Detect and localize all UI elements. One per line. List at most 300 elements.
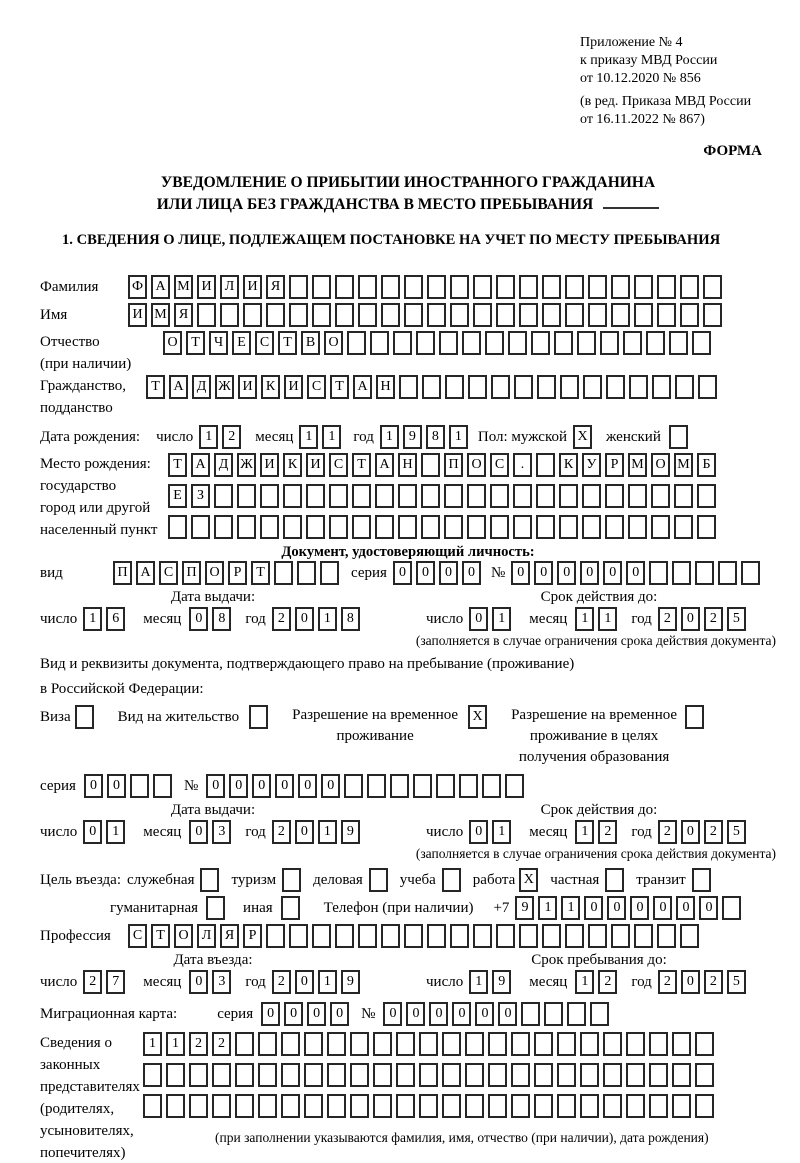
char-cell[interactable] xyxy=(651,484,670,508)
char-cell[interactable] xyxy=(536,453,555,477)
char-cell[interactable]: К xyxy=(261,375,280,399)
char-cell[interactable]: 0 xyxy=(84,774,103,798)
char-cell[interactable]: С xyxy=(159,561,178,585)
char-cell[interactable]: 1 xyxy=(561,896,580,920)
char-cell[interactable] xyxy=(358,303,377,327)
char-cell[interactable] xyxy=(396,1063,415,1087)
char-cell[interactable]: 8 xyxy=(341,607,360,631)
char-cell[interactable] xyxy=(580,1063,599,1087)
char-cell[interactable] xyxy=(680,303,699,327)
char-cell[interactable] xyxy=(442,1032,461,1056)
char-cell[interactable]: Ж xyxy=(215,375,234,399)
char-cell[interactable]: 0 xyxy=(284,1002,303,1026)
char-cell[interactable] xyxy=(358,924,377,948)
char-cell[interactable]: 0 xyxy=(83,820,102,844)
char-cell[interactable] xyxy=(611,924,630,948)
char-cell[interactable]: С xyxy=(128,924,147,948)
char-cell[interactable] xyxy=(634,303,653,327)
char-cell[interactable] xyxy=(652,375,671,399)
char-cell[interactable] xyxy=(511,1032,530,1056)
char-cell[interactable] xyxy=(465,1094,484,1118)
char-cell[interactable] xyxy=(718,561,737,585)
char-cell[interactable] xyxy=(565,275,584,299)
char-cell[interactable]: 7 xyxy=(106,970,125,994)
char-cell[interactable]: 0 xyxy=(630,896,649,920)
char-cell[interactable] xyxy=(200,868,219,892)
char-cell[interactable]: Т xyxy=(330,375,349,399)
char-cell[interactable] xyxy=(692,868,711,892)
char-cell[interactable] xyxy=(413,774,432,798)
char-cell[interactable]: Р xyxy=(605,453,624,477)
char-cell[interactable] xyxy=(416,331,435,355)
char-cell[interactable] xyxy=(266,303,285,327)
char-cell[interactable] xyxy=(260,515,279,539)
char-cell[interactable]: 0 xyxy=(681,970,700,994)
char-cell[interactable] xyxy=(605,484,624,508)
char-cell[interactable]: 0 xyxy=(699,896,718,920)
char-cell[interactable]: 8 xyxy=(426,425,445,449)
char-cell[interactable] xyxy=(390,774,409,798)
char-cell[interactable]: 2 xyxy=(658,970,677,994)
char-cell[interactable]: 0 xyxy=(534,561,553,585)
char-cell[interactable]: 1 xyxy=(83,607,102,631)
char-cell[interactable]: 0 xyxy=(462,561,481,585)
char-cell[interactable]: 2 xyxy=(704,820,723,844)
char-cell[interactable] xyxy=(496,924,515,948)
char-cell[interactable] xyxy=(258,1032,277,1056)
char-cell[interactable]: Ч xyxy=(209,331,228,355)
char-cell[interactable] xyxy=(674,515,693,539)
char-cell[interactable]: X xyxy=(468,705,487,729)
char-cell[interactable] xyxy=(444,515,463,539)
char-cell[interactable] xyxy=(281,1063,300,1087)
char-cell[interactable] xyxy=(465,1032,484,1056)
char-cell[interactable] xyxy=(306,484,325,508)
char-cell[interactable] xyxy=(153,774,172,798)
char-cell[interactable]: 0 xyxy=(676,896,695,920)
char-cell[interactable] xyxy=(235,1063,254,1087)
char-cell[interactable] xyxy=(722,896,741,920)
char-cell[interactable] xyxy=(243,303,262,327)
char-cell[interactable] xyxy=(344,774,363,798)
char-cell[interactable]: О xyxy=(467,453,486,477)
char-cell[interactable]: 1 xyxy=(469,970,488,994)
char-cell[interactable]: 0 xyxy=(469,607,488,631)
char-cell[interactable] xyxy=(166,1063,185,1087)
char-cell[interactable] xyxy=(282,868,301,892)
char-cell[interactable]: 0 xyxy=(603,561,622,585)
char-cell[interactable] xyxy=(488,1094,507,1118)
char-cell[interactable] xyxy=(381,924,400,948)
char-cell[interactable] xyxy=(544,1002,563,1026)
char-cell[interactable] xyxy=(496,275,515,299)
char-cell[interactable] xyxy=(695,1032,714,1056)
char-cell[interactable] xyxy=(590,1002,609,1026)
char-cell[interactable]: Т xyxy=(251,561,270,585)
char-cell[interactable]: 0 xyxy=(452,1002,471,1026)
char-cell[interactable]: В xyxy=(301,331,320,355)
char-cell[interactable]: Я xyxy=(174,303,193,327)
char-cell[interactable]: 0 xyxy=(469,820,488,844)
char-cell[interactable] xyxy=(626,1094,645,1118)
char-cell[interactable] xyxy=(583,375,602,399)
char-cell[interactable] xyxy=(473,924,492,948)
char-cell[interactable]: 9 xyxy=(515,896,534,920)
char-cell[interactable]: Д xyxy=(192,375,211,399)
char-cell[interactable]: 0 xyxy=(261,1002,280,1026)
char-cell[interactable] xyxy=(695,1063,714,1087)
char-cell[interactable] xyxy=(695,1094,714,1118)
char-cell[interactable] xyxy=(373,1063,392,1087)
char-cell[interactable] xyxy=(320,561,339,585)
char-cell[interactable]: Д xyxy=(214,453,233,477)
char-cell[interactable] xyxy=(491,375,510,399)
char-cell[interactable] xyxy=(582,515,601,539)
char-cell[interactable]: 1 xyxy=(575,820,594,844)
char-cell[interactable] xyxy=(606,375,625,399)
char-cell[interactable] xyxy=(628,484,647,508)
char-cell[interactable]: М xyxy=(151,303,170,327)
char-cell[interactable] xyxy=(536,484,555,508)
char-cell[interactable]: Т xyxy=(186,331,205,355)
char-cell[interactable] xyxy=(588,924,607,948)
char-cell[interactable]: 0 xyxy=(321,774,340,798)
char-cell[interactable] xyxy=(623,331,642,355)
char-cell[interactable]: О xyxy=(163,331,182,355)
char-cell[interactable]: 0 xyxy=(475,1002,494,1026)
char-cell[interactable] xyxy=(519,303,538,327)
char-cell[interactable]: 5 xyxy=(727,607,746,631)
char-cell[interactable] xyxy=(347,331,366,355)
char-cell[interactable] xyxy=(421,484,440,508)
char-cell[interactable] xyxy=(212,1063,231,1087)
char-cell[interactable] xyxy=(304,1063,323,1087)
char-cell[interactable] xyxy=(651,515,670,539)
char-cell[interactable] xyxy=(427,303,446,327)
char-cell[interactable]: Е xyxy=(232,331,251,355)
char-cell[interactable]: А xyxy=(375,453,394,477)
char-cell[interactable] xyxy=(467,515,486,539)
char-cell[interactable]: У xyxy=(582,453,601,477)
char-cell[interactable] xyxy=(297,561,316,585)
char-cell[interactable] xyxy=(603,1032,622,1056)
char-cell[interactable]: С xyxy=(329,453,348,477)
char-cell[interactable]: И xyxy=(260,453,279,477)
char-cell[interactable] xyxy=(283,515,302,539)
char-cell[interactable] xyxy=(168,515,187,539)
char-cell[interactable]: 0 xyxy=(406,1002,425,1026)
char-cell[interactable]: 0 xyxy=(416,561,435,585)
char-cell[interactable] xyxy=(398,484,417,508)
char-cell[interactable] xyxy=(490,484,509,508)
char-cell[interactable] xyxy=(634,275,653,299)
char-cell[interactable] xyxy=(657,924,676,948)
char-cell[interactable]: 1 xyxy=(318,607,337,631)
char-cell[interactable]: 1 xyxy=(492,820,511,844)
char-cell[interactable]: С xyxy=(255,331,274,355)
char-cell[interactable] xyxy=(514,375,533,399)
char-cell[interactable] xyxy=(534,1063,553,1087)
char-cell[interactable] xyxy=(306,515,325,539)
char-cell[interactable]: 0 xyxy=(498,1002,517,1026)
char-cell[interactable] xyxy=(628,515,647,539)
char-cell[interactable] xyxy=(531,331,550,355)
char-cell[interactable] xyxy=(312,924,331,948)
char-cell[interactable] xyxy=(249,705,268,729)
char-cell[interactable] xyxy=(473,275,492,299)
char-cell[interactable] xyxy=(220,303,239,327)
char-cell[interactable] xyxy=(373,1094,392,1118)
char-cell[interactable]: Я xyxy=(266,275,285,299)
char-cell[interactable] xyxy=(304,1032,323,1056)
char-cell[interactable]: А xyxy=(151,275,170,299)
char-cell[interactable]: 6 xyxy=(106,607,125,631)
char-cell[interactable] xyxy=(421,453,440,477)
char-cell[interactable] xyxy=(505,774,524,798)
char-cell[interactable]: 0 xyxy=(189,970,208,994)
char-cell[interactable] xyxy=(519,924,538,948)
char-cell[interactable] xyxy=(352,515,371,539)
char-cell[interactable] xyxy=(327,1094,346,1118)
char-cell[interactable]: Т xyxy=(146,375,165,399)
char-cell[interactable] xyxy=(335,275,354,299)
char-cell[interactable] xyxy=(577,331,596,355)
char-cell[interactable]: 0 xyxy=(557,561,576,585)
char-cell[interactable]: 1 xyxy=(575,607,594,631)
char-cell[interactable] xyxy=(582,484,601,508)
char-cell[interactable] xyxy=(304,1094,323,1118)
char-cell[interactable]: 2 xyxy=(222,425,241,449)
char-cell[interactable] xyxy=(560,375,579,399)
char-cell[interactable]: 2 xyxy=(658,607,677,631)
char-cell[interactable] xyxy=(436,774,455,798)
char-cell[interactable] xyxy=(442,868,461,892)
char-cell[interactable] xyxy=(467,484,486,508)
char-cell[interactable]: А xyxy=(191,453,210,477)
char-cell[interactable] xyxy=(404,924,423,948)
char-cell[interactable] xyxy=(206,896,225,920)
char-cell[interactable] xyxy=(189,1063,208,1087)
char-cell[interactable] xyxy=(329,515,348,539)
char-cell[interactable]: 0 xyxy=(298,774,317,798)
char-cell[interactable] xyxy=(450,924,469,948)
char-cell[interactable] xyxy=(369,868,388,892)
char-cell[interactable]: И xyxy=(284,375,303,399)
char-cell[interactable] xyxy=(381,303,400,327)
char-cell[interactable]: 0 xyxy=(189,820,208,844)
char-cell[interactable]: X xyxy=(519,868,538,892)
char-cell[interactable] xyxy=(422,375,441,399)
char-cell[interactable] xyxy=(649,1094,668,1118)
char-cell[interactable]: Я xyxy=(220,924,239,948)
char-cell[interactable] xyxy=(600,331,619,355)
char-cell[interactable] xyxy=(567,1002,586,1026)
char-cell[interactable]: М xyxy=(674,453,693,477)
char-cell[interactable] xyxy=(381,275,400,299)
char-cell[interactable]: 1 xyxy=(166,1032,185,1056)
char-cell[interactable] xyxy=(672,1032,691,1056)
char-cell[interactable] xyxy=(697,484,716,508)
char-cell[interactable]: 0 xyxy=(607,896,626,920)
char-cell[interactable] xyxy=(281,1032,300,1056)
char-cell[interactable]: 1 xyxy=(106,820,125,844)
char-cell[interactable] xyxy=(672,1094,691,1118)
char-cell[interactable] xyxy=(214,484,233,508)
char-cell[interactable]: 0 xyxy=(206,774,225,798)
char-cell[interactable] xyxy=(657,303,676,327)
char-cell[interactable] xyxy=(703,275,722,299)
char-cell[interactable] xyxy=(260,484,279,508)
char-cell[interactable]: 0 xyxy=(439,561,458,585)
char-cell[interactable]: 2 xyxy=(704,970,723,994)
char-cell[interactable] xyxy=(197,303,216,327)
char-cell[interactable] xyxy=(482,774,501,798)
char-cell[interactable]: О xyxy=(324,331,343,355)
char-cell[interactable]: С xyxy=(490,453,509,477)
char-cell[interactable]: И xyxy=(238,375,257,399)
char-cell[interactable]: 1 xyxy=(322,425,341,449)
char-cell[interactable] xyxy=(519,275,538,299)
char-cell[interactable] xyxy=(312,303,331,327)
char-cell[interactable] xyxy=(258,1063,277,1087)
char-cell[interactable] xyxy=(358,275,377,299)
char-cell[interactable]: Н xyxy=(398,453,417,477)
char-cell[interactable]: Н xyxy=(376,375,395,399)
char-cell[interactable] xyxy=(513,515,532,539)
char-cell[interactable] xyxy=(646,331,665,355)
char-cell[interactable]: Т xyxy=(168,453,187,477)
char-cell[interactable] xyxy=(373,1032,392,1056)
char-cell[interactable] xyxy=(580,1094,599,1118)
char-cell[interactable] xyxy=(427,275,446,299)
char-cell[interactable]: 3 xyxy=(212,820,231,844)
char-cell[interactable]: 1 xyxy=(318,820,337,844)
char-cell[interactable]: 8 xyxy=(212,607,231,631)
char-cell[interactable]: П xyxy=(113,561,132,585)
char-cell[interactable]: 9 xyxy=(403,425,422,449)
char-cell[interactable]: 0 xyxy=(252,774,271,798)
char-cell[interactable] xyxy=(370,331,389,355)
char-cell[interactable]: 1 xyxy=(538,896,557,920)
char-cell[interactable]: . xyxy=(513,453,532,477)
char-cell[interactable] xyxy=(396,1094,415,1118)
char-cell[interactable]: 0 xyxy=(393,561,412,585)
char-cell[interactable]: 0 xyxy=(383,1002,402,1026)
char-cell[interactable] xyxy=(603,1094,622,1118)
char-cell[interactable] xyxy=(697,515,716,539)
char-cell[interactable] xyxy=(554,331,573,355)
char-cell[interactable]: М xyxy=(628,453,647,477)
char-cell[interactable] xyxy=(214,515,233,539)
char-cell[interactable]: 9 xyxy=(341,820,360,844)
char-cell[interactable]: П xyxy=(182,561,201,585)
char-cell[interactable] xyxy=(444,484,463,508)
char-cell[interactable] xyxy=(669,331,688,355)
char-cell[interactable] xyxy=(450,303,469,327)
char-cell[interactable] xyxy=(536,515,555,539)
char-cell[interactable] xyxy=(327,1032,346,1056)
char-cell[interactable] xyxy=(703,303,722,327)
char-cell[interactable]: 0 xyxy=(107,774,126,798)
char-cell[interactable] xyxy=(588,303,607,327)
char-cell[interactable] xyxy=(189,1094,208,1118)
char-cell[interactable] xyxy=(427,924,446,948)
char-cell[interactable] xyxy=(143,1094,162,1118)
char-cell[interactable] xyxy=(335,924,354,948)
char-cell[interactable] xyxy=(542,924,561,948)
char-cell[interactable]: Р xyxy=(228,561,247,585)
char-cell[interactable] xyxy=(465,1063,484,1087)
char-cell[interactable] xyxy=(605,868,624,892)
char-cell[interactable]: 1 xyxy=(299,425,318,449)
char-cell[interactable]: К xyxy=(283,453,302,477)
char-cell[interactable] xyxy=(603,1063,622,1087)
char-cell[interactable] xyxy=(450,275,469,299)
char-cell[interactable]: О xyxy=(174,924,193,948)
char-cell[interactable]: С xyxy=(307,375,326,399)
char-cell[interactable]: 2 xyxy=(189,1032,208,1056)
char-cell[interactable]: 1 xyxy=(575,970,594,994)
char-cell[interactable] xyxy=(421,515,440,539)
char-cell[interactable]: З xyxy=(191,484,210,508)
char-cell[interactable] xyxy=(490,515,509,539)
char-cell[interactable] xyxy=(557,1094,576,1118)
char-cell[interactable] xyxy=(511,1094,530,1118)
char-cell[interactable] xyxy=(511,1063,530,1087)
char-cell[interactable] xyxy=(393,331,412,355)
char-cell[interactable]: 2 xyxy=(83,970,102,994)
char-cell[interactable]: 3 xyxy=(212,970,231,994)
char-cell[interactable]: 0 xyxy=(653,896,672,920)
char-cell[interactable] xyxy=(488,1063,507,1087)
char-cell[interactable]: П xyxy=(444,453,463,477)
char-cell[interactable]: 5 xyxy=(727,970,746,994)
char-cell[interactable] xyxy=(283,484,302,508)
char-cell[interactable] xyxy=(281,896,300,920)
char-cell[interactable]: 0 xyxy=(189,607,208,631)
char-cell[interactable]: 2 xyxy=(272,820,291,844)
char-cell[interactable] xyxy=(559,484,578,508)
char-cell[interactable] xyxy=(335,303,354,327)
char-cell[interactable] xyxy=(75,705,94,729)
char-cell[interactable] xyxy=(235,1032,254,1056)
char-cell[interactable] xyxy=(542,303,561,327)
char-cell[interactable] xyxy=(258,1094,277,1118)
char-cell[interactable] xyxy=(649,561,668,585)
char-cell[interactable] xyxy=(191,515,210,539)
char-cell[interactable] xyxy=(626,1032,645,1056)
char-cell[interactable] xyxy=(350,1094,369,1118)
char-cell[interactable] xyxy=(404,275,423,299)
char-cell[interactable] xyxy=(649,1032,668,1056)
char-cell[interactable]: Р xyxy=(243,924,262,948)
char-cell[interactable] xyxy=(375,515,394,539)
char-cell[interactable] xyxy=(634,924,653,948)
char-cell[interactable] xyxy=(672,1063,691,1087)
char-cell[interactable]: 0 xyxy=(681,607,700,631)
char-cell[interactable] xyxy=(565,924,584,948)
char-cell[interactable] xyxy=(626,1063,645,1087)
char-cell[interactable]: Л xyxy=(197,924,216,948)
char-cell[interactable]: 0 xyxy=(295,607,314,631)
char-cell[interactable]: 0 xyxy=(295,820,314,844)
char-cell[interactable] xyxy=(496,303,515,327)
char-cell[interactable] xyxy=(473,303,492,327)
char-cell[interactable]: 1 xyxy=(492,607,511,631)
char-cell[interactable] xyxy=(521,1002,540,1026)
char-cell[interactable] xyxy=(534,1032,553,1056)
char-cell[interactable]: 2 xyxy=(272,607,291,631)
